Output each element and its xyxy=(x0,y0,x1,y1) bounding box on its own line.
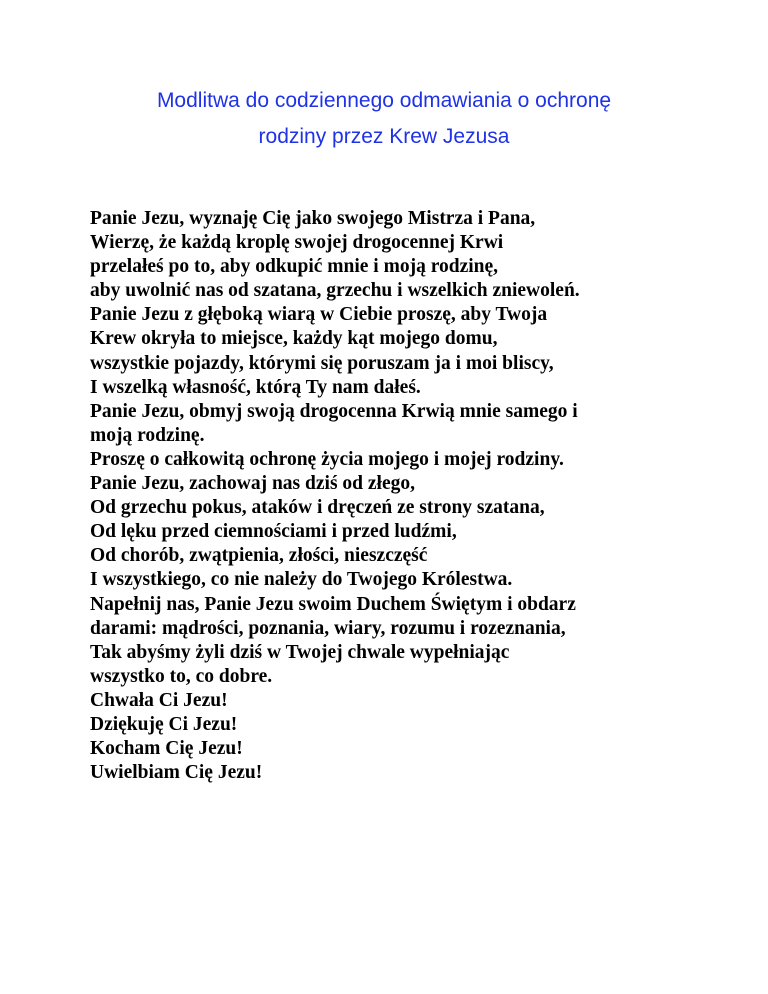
prayer-line: Chwała Ci Jezu! xyxy=(90,689,228,711)
prayer-line: wszystkie pojazdy, którymi się poruszam ja i moi bliscy, xyxy=(90,352,554,374)
prayer-text xyxy=(90,207,690,785)
prayer-line: Wierzę, że każdą kroplę swojej drogocennej Krwi xyxy=(90,232,504,254)
prayer-line: przelałeś po to, aby odkupić mnie i moją rodzinę, xyxy=(90,256,499,278)
prayer-line: Od chorób, zwątpienia, złości, nieszczęść xyxy=(90,545,428,567)
prayer-line: Proszę o całkowitą ochronę życia mojego i mojej rodziny. xyxy=(90,448,564,470)
prayer-line: aby uwolnić nas od szatana, grzechu i wszelkich zniewoleń. xyxy=(90,280,580,302)
prayer-line: Napełnij nas, Panie Jezu swoim Duchem Świętym i obdarz xyxy=(90,593,576,615)
prayer-line: moją rodzinę. xyxy=(90,424,205,446)
prayer-line: Krew okryła to miejsce, każdy kąt mojego domu, xyxy=(90,328,498,350)
prayer-line: Tak abyśmy żyli dziś w Twojej chwale wypełniając xyxy=(90,641,510,663)
page-title xyxy=(60,83,708,155)
prayer-line: Od grzechu pokus, ataków i dręczeń ze strony szatana, xyxy=(90,497,545,519)
prayer-line: Od lęku przed ciemnościami i przed ludźmi, xyxy=(90,521,457,543)
prayer-line: darami: mądrości, poznania, wiary, rozumu i rozeznania, xyxy=(90,617,566,639)
prayer-line: I wszelką własność, którą Ty nam dałeś. xyxy=(90,376,421,398)
title-line-1: Modlitwa do codziennego odmawiania o ochronę xyxy=(156,89,612,112)
title-line-2: rodziny przez Krew Jezusa xyxy=(258,125,510,148)
prayer-line: Panie Jezu z głęboką wiarą w Ciebie proszę, aby Twoja xyxy=(90,304,548,326)
prayer-line: I wszystkiego, co nie należy do Twojego Królestwa. xyxy=(90,569,513,591)
prayer-line: Panie Jezu, obmyj swoją drogocenna Krwią mnie samego i xyxy=(90,400,578,422)
prayer-line: Panie Jezu, wyznaję Cię jako swojego Mistrza i Pana, xyxy=(90,208,536,229)
prayer-line: Panie Jezu, zachowaj nas dziś od złego, xyxy=(90,473,415,495)
prayer-line: Kocham Cię Jezu! xyxy=(90,738,243,760)
prayer-line: Dziękuję Ci Jezu! xyxy=(90,713,238,735)
prayer-line: wszystko to, co dobre. xyxy=(90,665,273,687)
prayer-line: Uwielbiam Cię Jezu! xyxy=(90,762,263,784)
